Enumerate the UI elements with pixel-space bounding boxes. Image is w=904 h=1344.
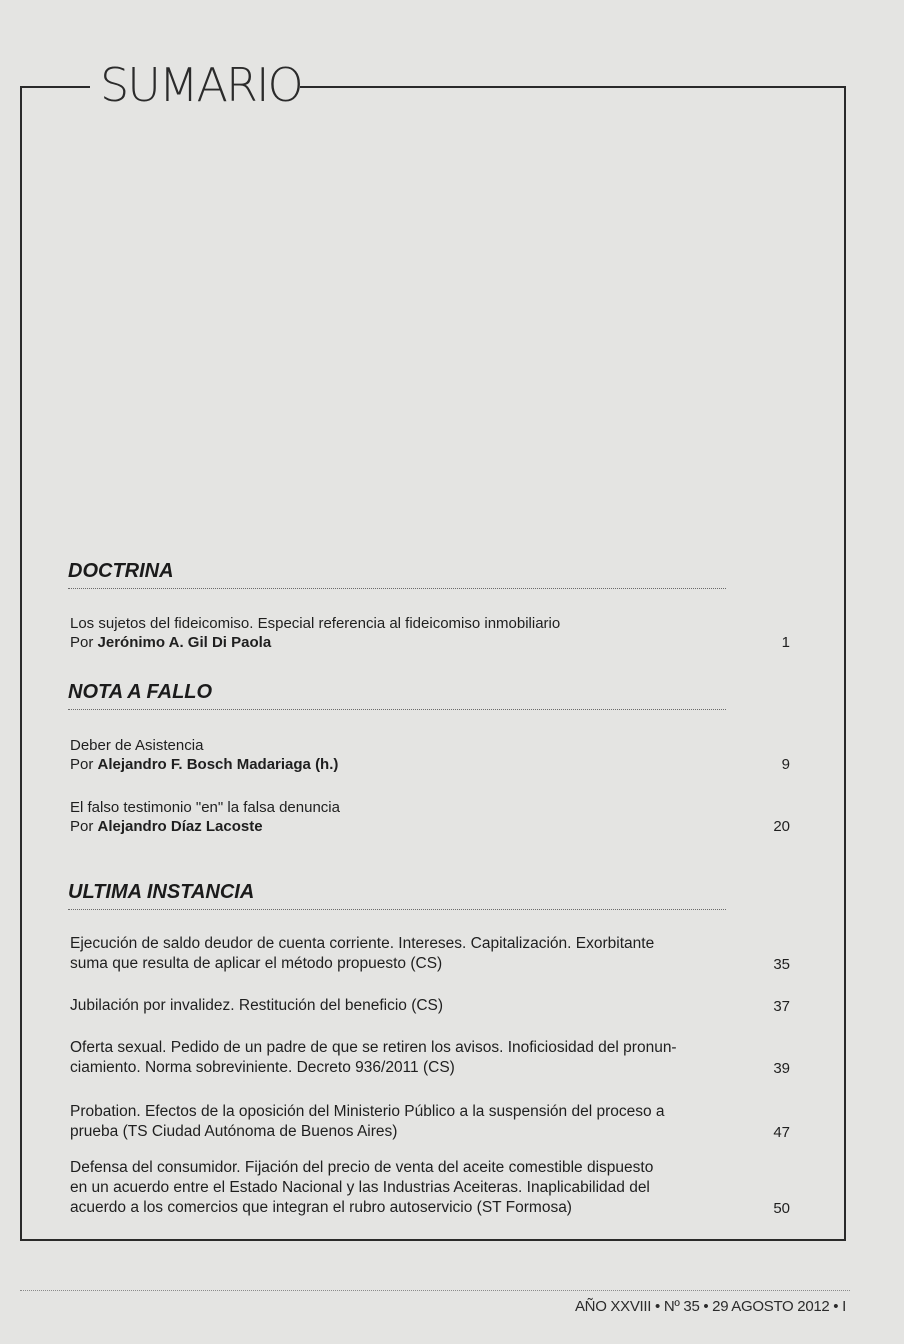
section-rule — [68, 909, 726, 910]
entry-title-line: acuerdo a los comercios que integran el rubro autoservicio (ST Formosa) — [70, 1199, 572, 1216]
entry-page-number: 20 — [773, 818, 790, 835]
toc-entry[interactable] — [70, 1158, 790, 1218]
author-name: Alejandro Díaz Lacoste — [97, 818, 263, 835]
entry-title-line: Ejecución de saldo deudor de cuenta corriente. Intereses. Capitalización. Exorbitante — [70, 935, 655, 952]
entry-author-line — [70, 817, 790, 836]
entry-page-number: 47 — [773, 1124, 790, 1141]
entry-title-line: Oferta sexual. Pedido de un padre de que se retiren los avisos. Inoficiosidad del pronun- — [70, 1039, 677, 1056]
page-footer: AÑO XXVIII • Nº 35 • 29 AGOSTO 2012 • I — [574, 1298, 846, 1315]
entry-title-line: en un acuerdo entre el Estado Nacional y las Industrias Aceiteras. Inaplicabilidad del — [70, 1179, 650, 1196]
entry-author-line — [70, 633, 790, 652]
author-prefix: Por — [70, 818, 94, 835]
entry-title: El falso testimonio "en" la falsa denuncia — [70, 799, 340, 816]
toc-entry[interactable] — [70, 736, 790, 774]
toc-entry[interactable] — [70, 1038, 790, 1078]
toc-entry[interactable] — [70, 996, 790, 1016]
entry-page-number: 35 — [773, 956, 790, 973]
section-heading-ultima-instancia: ULTIMA INSTANCIA — [68, 881, 255, 903]
author-name: Jerónimo A. Gil Di Paola — [97, 634, 272, 651]
entry-title: Deber de Asistencia — [70, 737, 204, 754]
section-heading-doctrina: DOCTRINA — [68, 560, 174, 582]
author-prefix: Por — [70, 634, 94, 651]
entry-page-number: 9 — [781, 756, 790, 773]
section-rule — [68, 588, 726, 589]
toc-entry[interactable] — [70, 798, 790, 836]
entry-title-line: Defensa del consumidor. Fijación del precio de venta del aceite comestible dispuesto — [70, 1159, 654, 1176]
entry-page-number: 39 — [773, 1060, 790, 1077]
entry-page-number: 37 — [773, 998, 790, 1015]
toc-entry[interactable] — [70, 1102, 790, 1142]
author-prefix: Por — [70, 756, 94, 773]
toc-entry[interactable] — [70, 614, 790, 652]
entry-title-line: Jubilación por invalidez. Restitución del beneficio (CS) — [70, 997, 444, 1014]
entry-author-line — [70, 755, 790, 774]
entry-title-line: prueba (TS Ciudad Autónoma de Buenos Aires) — [70, 1123, 398, 1140]
page-title: SUMARIO — [100, 58, 302, 112]
entry-page-number: 1 — [781, 634, 790, 651]
entry-page-number: 50 — [773, 1200, 790, 1217]
entry-title-line: ciamiento. Norma sobreviniente. Decreto 936/2011 (CS) — [70, 1059, 455, 1076]
toc-entry[interactable] — [70, 934, 790, 974]
author-name: Alejandro F. Bosch Madariaga (h.) — [97, 756, 339, 773]
entry-title: Los sujetos del fideicomiso. Especial referencia al fideicomiso inmobiliario — [70, 615, 561, 632]
entry-title-line: suma que resulta de aplicar el método propuesto (CS) — [70, 955, 443, 972]
section-rule — [68, 709, 726, 710]
entry-title-line: Probation. Efectos de la oposición del Ministerio Público a la suspensión del proceso a — [70, 1103, 665, 1120]
section-heading-nota-a-fallo: NOTA A FALLO — [68, 681, 213, 703]
footer-rule — [20, 1290, 850, 1291]
